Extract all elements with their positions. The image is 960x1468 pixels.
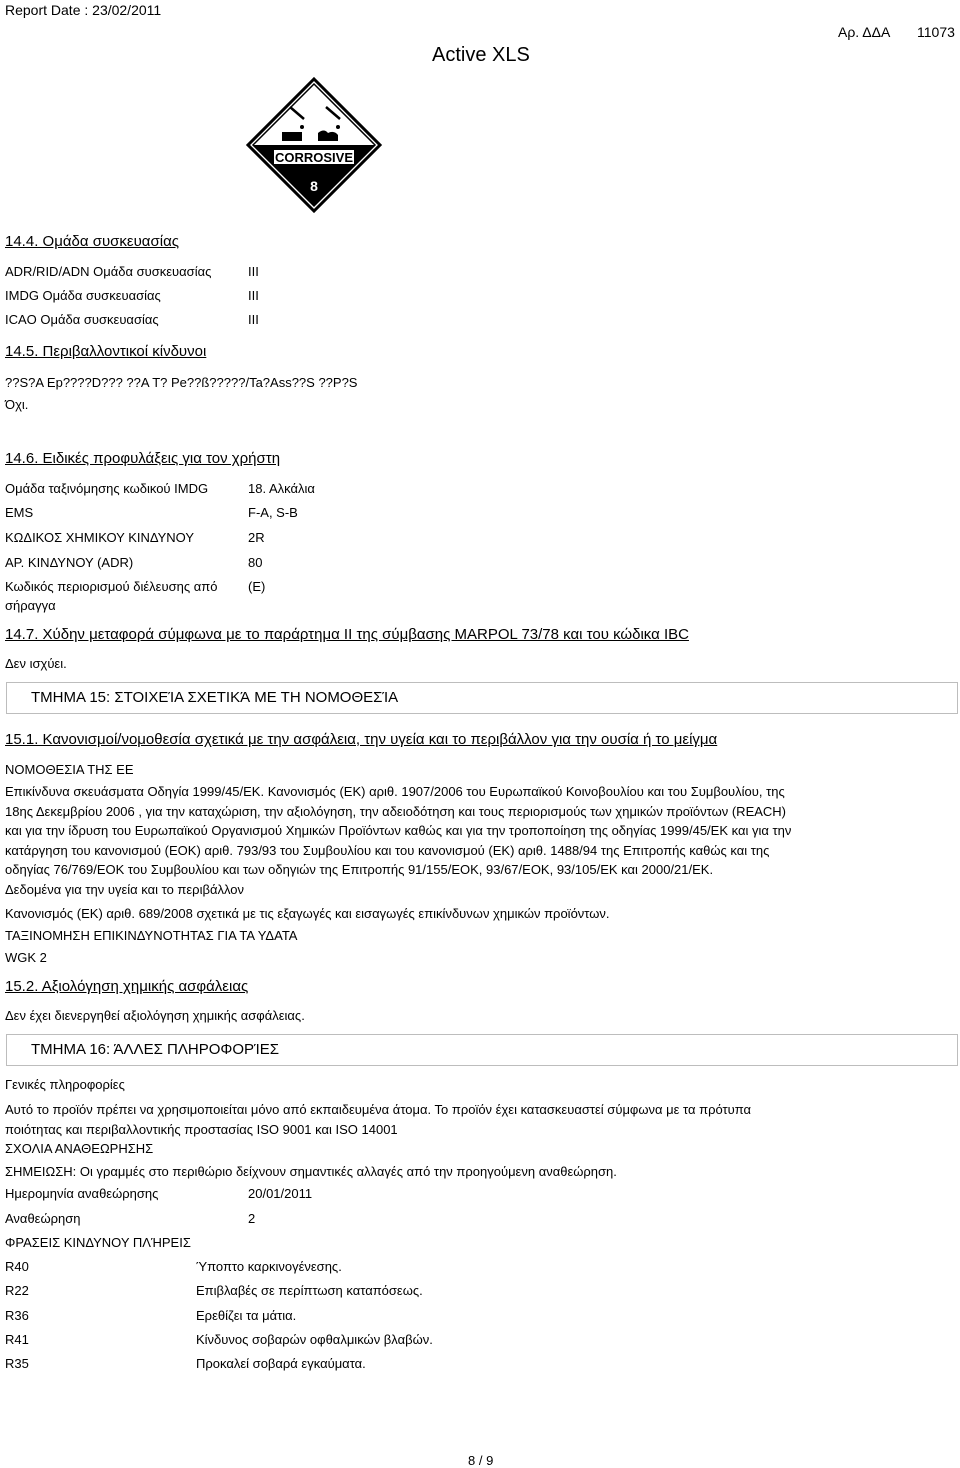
packing-group-value: III — [248, 288, 259, 303]
section-16-title: ΤΜΗΜΑ 16: ΆΛΛΕΣ ΠΛΗΡΟΦΟΡΊΕΣ — [31, 1041, 280, 1058]
bulk-transport-text: Δεν ισχύει. — [5, 656, 67, 671]
risk-phrase-text: Επιβλαβές σε περίπτωση καταπόσεως. — [196, 1283, 423, 1298]
risk-phrase-code: R36 — [5, 1308, 29, 1323]
eu-legislation-text: 18ης Δεκεμβρίου 2006 , για την καταχώριση, την αξιολόγηση, την αδειοδότηση και τους περιορισμούς των χημικών προϊόντων (REACH) — [5, 804, 787, 819]
pictogram-label: CORROSIVE — [274, 150, 354, 165]
risk-phrase-code: R22 — [5, 1283, 29, 1298]
risk-phrase-text: Ύποπτο καρκινογένεσης. — [196, 1259, 342, 1274]
section-15-title: ΤΜΗΜΑ 15: ΣΤΟΙΧΕΊΑ ΣΧΕΤΙΚΆ ΜΕ ΤΗ ΝΟΜΟΘΕΣΊΑ — [31, 689, 399, 706]
packing-group-value: III — [248, 312, 259, 327]
revision-date-value: 20/01/2011 — [248, 1186, 313, 1201]
risk-phrase-code: R41 — [5, 1332, 29, 1347]
packing-group-value: III — [248, 264, 259, 279]
document-number-label: Αρ. ΔΔΑ — [838, 24, 891, 40]
eu-legislation-heading: ΝΟΜΟΘΕΣΙΑ ΤΗΣ ΕΕ — [5, 762, 134, 777]
eu-legislation-text: οδηγίας 76/769/ΕΟΚ του Συμβουλίου και των οδηγιών της Επιτροπής 91/155/ΕΟΚ, 93/67/ΕΟΚ, 93/105/ΕΚ και 2000/21/ΕΚ. — [5, 862, 714, 877]
eu-legislation-text: Επικίνδυνα σκευάσματα Οδηγία 1999/45/ΕΚ. Κανονισμός (ΕΚ) αριθ. 1907/2006 του Ευρωπαϊκού Κοινοβουλίου και του Συμβουλίου, της — [5, 784, 785, 799]
precaution-label: ΑΡ. ΚΙΝΔΥΝΟΥ (ADR) — [5, 555, 134, 570]
section-16-header — [6, 1034, 958, 1066]
environmental-hazard-label: ??S?A Ep????D??? ??A T? Pe??ß?????/Ta?Ass??S ??P?S — [5, 375, 358, 390]
risk-phrase-text: Προκαλεί σοβαρά εγκαύματα. — [196, 1356, 366, 1371]
revision-comments-heading: ΣΧΟΛΙΑ ΑΝΑΘΕΩΡΗΣΗΣ — [5, 1141, 154, 1156]
tunnel-code-label-cont: σήραγγα — [5, 598, 56, 613]
precaution-label: EMS — [5, 505, 34, 520]
section-15-1-title: 15.1. Κανονισμοί/νομοθεσία σχετικά με την ασφάλεια, την υγεία και το περιβάλλον για την ουσία ή το μείγμα — [5, 731, 718, 748]
risk-phrase-code: R35 — [5, 1356, 29, 1371]
risk-phrase-text: Κίνδυνος σοβαρών οφθαλμικών βλαβών. — [196, 1332, 433, 1347]
section-14-5-title: 14.5. Περιβαλλοντικοί κίνδυνοι — [5, 343, 207, 360]
packing-group-label: IMDG Ομάδα συσκευασίας — [5, 288, 161, 303]
general-info-heading: Γενικές πληροφορίες — [5, 1077, 125, 1092]
chemical-safety-text: Δεν έχει διενεργηθεί αξιολόγηση χημικής ασφάλειας. — [5, 1008, 305, 1023]
section-14-6-title: 14.6. Ειδικές προφυλάξεις για τον χρήστη — [5, 450, 281, 467]
tunnel-code-value: (E) — [248, 579, 266, 594]
packing-group-label: ICAO Ομάδα συσκευασίας — [5, 312, 159, 327]
general-info-text: ποιότητας και περιβαλλοντικής προστασίας ISO 9001 και ISO 14001 — [5, 1122, 398, 1137]
revision-label: Αναθεώρηση — [5, 1211, 81, 1226]
document-number: 11073 — [917, 24, 955, 40]
eu-legislation-text: κατάργηση του κανονισμού (ΕΟΚ) αριθ. 793/93 του Συμβουλίου και του κανονισμού (ΕΚ) αριθ. 1488/94 της Επιτροπής καθώς και της — [5, 843, 770, 858]
risk-phrase-text: Ερεθίζει τα μάτια. — [196, 1308, 297, 1323]
general-info-text: Αυτό το προϊόν πρέπει να χρησιμοποιείται μόνο από εκπαιδευμένα άτομα. Το προϊόν έχει κατασκευαστεί σύμφωνα με τα πρότυπα — [5, 1102, 752, 1117]
tunnel-code-label: Κωδικός περιορισμού διέλευσης από — [5, 579, 218, 594]
product-name: Active XLS — [432, 44, 530, 66]
report-date: Report Date : 23/02/2011 — [5, 2, 162, 18]
section-15-2-title: 15.2. Αξιολόγηση χημικής ασφάλειας — [5, 978, 249, 995]
precaution-value: 18. Αλκάλια — [248, 481, 315, 496]
packing-group-label: ADR/RID/ADN Ομάδα συσκευασίας — [5, 264, 212, 279]
eu-legislation-text: και για την ίδρυση του Ευρωπαϊκού Οργανισμού Χημικών Προϊόντων καθώς και για την τροποποίηση της οδηγίας 1999/45/ΕΚ και για την — [5, 823, 792, 838]
section-15-header — [6, 682, 958, 714]
page-number: 8 / 9 — [468, 1453, 494, 1468]
section-14-7-title: 14.7. Χύδην μεταφορά σύμφωνα με το παράρτημα II της σύμβασης MARPOL 73/78 και του κώδικα IBC — [5, 626, 689, 643]
environmental-hazard-value: Όχι. — [5, 397, 29, 412]
risk-phrases-heading: ΦΡΑΣΕΙΣ ΚΙΝΔΥΝΟΥ ΠΛΉΡΕΙΣ — [5, 1235, 191, 1250]
precaution-value: F-A, S-B — [248, 505, 298, 520]
precaution-label: Ομάδα ταξινόμησης κωδικού IMDG — [5, 481, 209, 496]
precaution-label: ΚΩΔΙΚΟΣ ΧΗΜΙΚΟΥ ΚΙΝΔΥΝΟΥ — [5, 530, 195, 545]
corrosive-hazard-pictogram — [246, 77, 382, 213]
revision-note: ΣΗΜΕΙΩΣΗ: Οι γραμμές στο περιθώριο δείχνουν σημαντικές αλλαγές από την προηγούμενη αναθεώρηση. — [5, 1164, 617, 1179]
revision-value: 2 — [248, 1211, 256, 1226]
precaution-value: 80 — [248, 555, 263, 570]
section-14-4-title: 14.4. Ομάδα συσκευασίας — [5, 233, 179, 250]
wgk-value: WGK 2 — [5, 950, 47, 965]
revision-date-label: Ημερομηνία αναθεώρησης — [5, 1186, 159, 1201]
pictogram-class-number: 8 — [310, 178, 318, 194]
precaution-value: 2R — [248, 530, 265, 545]
risk-phrase-code: R40 — [5, 1259, 29, 1274]
water-hazard-heading: ΤΑΞΙΝΟΜΗΣΗ ΕΠΙΚΙΝΔΥΝΟΤΗΤΑΣ ΓΙΑ ΤΑ ΥΔΑΤΑ — [5, 928, 298, 943]
regulation-689-text: Κανονισμός (ΕΚ) αριθ. 689/2008 σχετικά με τις εξαγωγές και εισαγωγές επικίνδυνων χημικών προϊόντων. — [5, 906, 610, 921]
eu-legislation-text: Δεδομένα για την υγεία και το περιβάλλον — [5, 882, 244, 897]
